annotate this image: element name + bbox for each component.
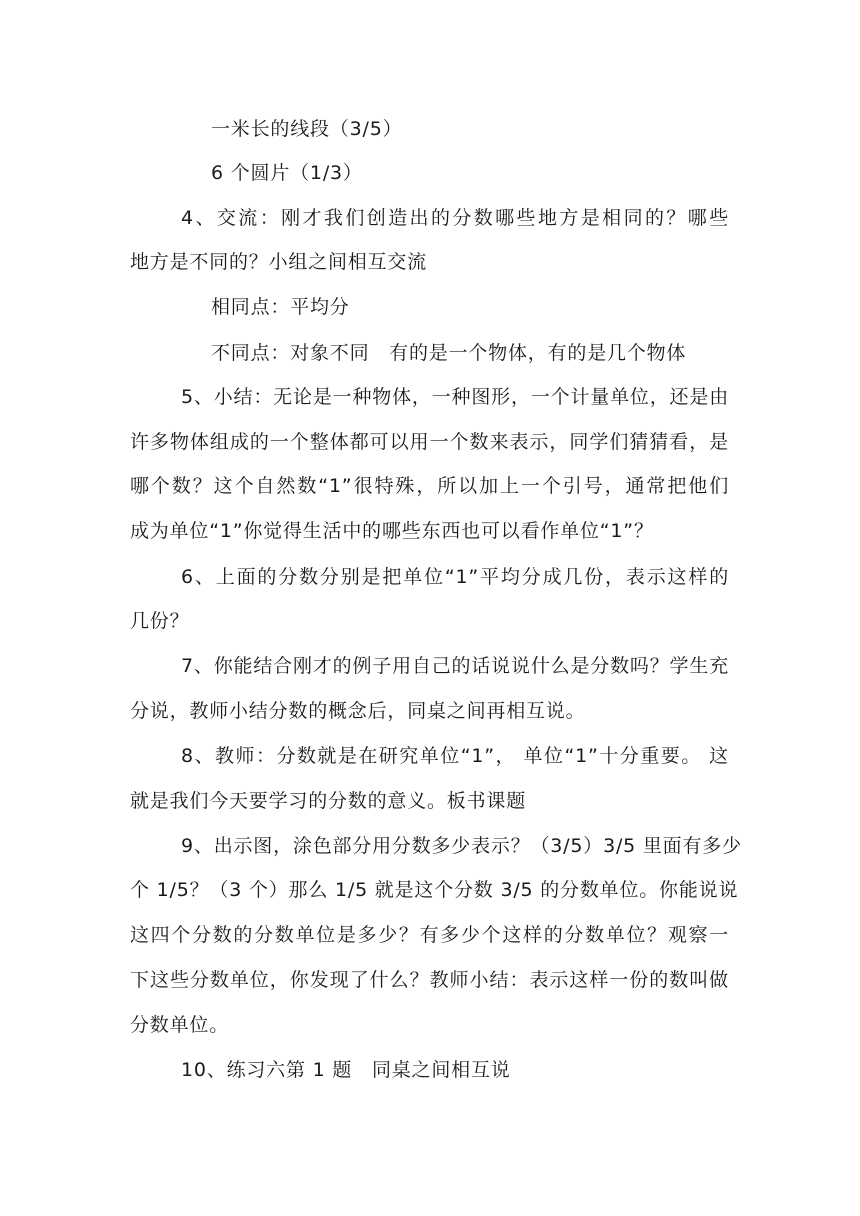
text-line: 8、教师：分数就是在研究单位“1”， 单位“1”十分重要。 这 [181,745,729,767]
text-line: 9、出示图，涂色部分用分数多少表示？（3/5）3/5 里面有多少 [181,835,742,857]
text-line: 7、你能结合刚才的例子用自己的话说说什么是分数吗？学生充 [181,655,729,677]
text-line: 分数单位。 [130,1014,230,1036]
text-line: 分说，教师小结分数的概念后，同桌之间再相互说。 [130,700,586,722]
text-line: 就是我们今天要学习的分数的意义。板书课题 [130,790,527,812]
text-line: 6、上面的分数分别是把单位“1”平均分成几份，表示这样的 [181,566,729,588]
text-line: 个 1/5？（3 个）那么 1/5 就是这个分数 3/5 的分数单位。你能说说 [130,879,739,901]
text-line: 地方是不同的？小组之间相互交流 [130,251,428,273]
text-line: 一米长的线段（3/5） [211,118,403,140]
text-line: 几份？ [130,610,190,632]
text-line: 下这些分数单位，你发现了什么？教师小结：表示这样一份的数叫做 [130,969,729,991]
text-line: 这四个分数的分数单位是多少？有多少个这样的分数单位？观察一 [130,924,729,946]
text-line: 许多物体组成的一个整体都可以用一个数来表示，同学们猜猜看，是 [130,431,729,453]
text-line: 不同点：对象不同 有的是一个物体，有的是几个物体 [211,342,687,364]
text-line: 10、练习六第 1 题 同桌之间相互说 [181,1059,511,1081]
text-line: 5、小结：无论是一种物体，一种图形，一个计量单位，还是由 [181,386,729,408]
text-line: 成为单位“1”你觉得生活中的哪些东西也可以看作单位“1”？ [130,520,654,542]
text-line: 6 个圆片（1/3） [211,162,363,184]
text-line: 相同点：平均分 [211,296,350,318]
text-line: 4、交流：刚才我们创造出的分数哪些地方是相同的？哪些 [181,207,729,229]
text-line: 哪个数？这个自然数“1”很特殊，所以加上一个引号，通常把他们 [130,475,729,497]
